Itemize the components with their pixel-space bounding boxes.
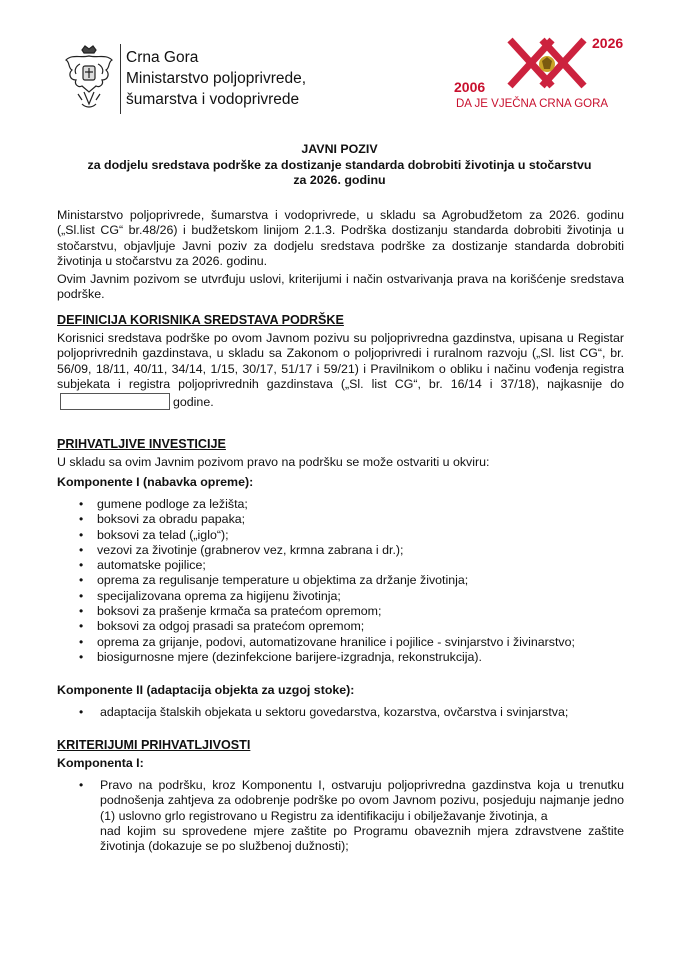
jubilee-year-start: 2006 xyxy=(454,79,486,95)
list-item: • boksovi za prašenje krmača sa pratećom opremom; xyxy=(57,604,624,619)
header-divider xyxy=(120,44,121,114)
ministry-name xyxy=(126,47,306,110)
komponenta2-list xyxy=(57,705,624,720)
section-heading-definicija: DEFINICIJA KORISNIKA SREDSTAVA PODRŠKE xyxy=(57,313,344,327)
intro-paragraph-1: Ministarstvo poljoprivrede, šumarstva i vodoprivrede, u skladu sa Agrobudžetom za 2026. godinu („Sl.list CG“ br.48/26) i budžetskom linijom 2.1.3. Podrška dostizanju standarda dobrobiti životinja u stočarstvu, objavljuje Javni poziv za dodjelu sredstava podrške za dostizanje standarda dobrobiti životinja u stočarstvu za 2026. godinu. xyxy=(57,208,624,269)
list-item: • specijalizovana oprema za higijenu životinja; xyxy=(57,589,624,604)
definicija-text-after: godine. xyxy=(173,394,214,409)
document-title xyxy=(55,142,624,189)
list-item xyxy=(57,778,624,854)
list-item: • boksovi za obradu papaka; xyxy=(57,512,624,527)
kriterijum-text-2: nad kojim su sprovedene mjere zaštite po Programu obaveznih mjera zdravstvene zaštite životinja (dokazuje se po službenoj dužnosti); xyxy=(100,823,624,854)
ministry-line-country: Crna Gora xyxy=(126,49,199,66)
list-item: • oprema za grijanje, podovi, automatizovane hranilice i pojilice - svinjarstvo i živinarstvo; xyxy=(57,635,624,650)
list-item: • oprema za regulisanje temperature u objektima za držanje životinja; xyxy=(57,573,624,588)
section-heading-kriterijumi: KRITERIJUMI PRIHVATLJIVOSTI xyxy=(57,738,251,752)
kriterijum-text-1: Pravo na podršku, kroz Komponentu I, ostvaruju poljoprivredna gazdinstva koja u trenutku podnošenja zahtjeva za odobrenje podrške po ovom Javnom pozivu, posjeduju najmanje jedno (1) uslovno grlo registrovano u Registru za identifikaciju i obilježavanje životinja, a xyxy=(100,778,624,823)
deadline-date-field[interactable] xyxy=(60,393,170,410)
title-line-1: JAVNI POZIV xyxy=(301,142,378,156)
section-heading-investicije: PRIHVATLJIVE INVESTICIJE xyxy=(57,437,226,451)
list-item: • gumene podloge za ležišta; xyxy=(57,497,624,512)
ministry-line-1: Ministarstvo poljoprivrede, xyxy=(126,70,307,87)
jubilee-year-end: 2026 xyxy=(592,35,624,51)
komponenta1-list xyxy=(57,497,624,665)
definicija-paragraph xyxy=(57,331,624,410)
list-item: • boksovi za odgoj prasadi sa pratećom opremom; xyxy=(57,619,624,634)
title-line-2: za dodjelu sredstava podrške za dostizanje standarda dobrobiti životinja u stočarstvu xyxy=(87,157,592,172)
list-item: • vezovi za životinje (grabnerov vez, krmna zabrana i dr.); xyxy=(57,543,624,558)
independence-jubilee-logo xyxy=(446,30,636,112)
montenegro-coat-of-arms-icon xyxy=(60,44,118,112)
kriterijumi-komponenta-title: Komponenta I: xyxy=(57,756,144,770)
definicija-text: Korisnici sredstava podrške po ovom Javnom pozivu su poljoprivredna gazdinstva, upisana u Registar poljoprivrednih gazdinstava, u skladu sa Zakonom o poljoprivredi i ruralnom razvoju („Sl. list CG“, br. 56/09, 18/11, 40/11, 34/14, 1/15, 30/17, 51/17 i 59/21) i Pravilnikom o obliku i načinu vođenja registra subjekata i registra poljoprivrednih gazdinstava („Sl. list CG“, br. 16/14 i 37/18), najkasnije do xyxy=(57,331,624,392)
jubilee-slogan: DA JE VJEČNA CRNA GORA xyxy=(456,98,609,110)
kriterijumi-list xyxy=(57,778,624,854)
list-item: • adaptacija štalskih objekata u sektoru govedarstva, kozarstva, ovčarstva i svinjarstva; xyxy=(57,705,624,720)
list-item: • boksovi za telad („iglo“); xyxy=(57,528,624,543)
list-item: • biosigurnosne mjere (dezinfekcione barijere-izgradnja, rekonstrukcija). xyxy=(57,650,624,665)
intro-paragraph-2: Ovim Javnim pozivom se utvrđuju uslovi, kriterijumi i način ostvarivanja prava na korišćenje sredstava podrške. xyxy=(57,272,624,302)
komponenta2-title: Komponente II (adaptacija objekta za uzgoj stoke): xyxy=(57,683,355,697)
komponenta1-title: Komponente I (nabavka opreme): xyxy=(57,475,254,489)
list-item: • automatske pojilice; xyxy=(57,558,624,573)
title-line-3: za 2026. godinu xyxy=(293,173,386,187)
investicije-intro: U skladu sa ovim Javnim pozivom pravo na podršku se može ostvariti u okviru: xyxy=(57,455,490,469)
ministry-line-2: šumarstva i vodoprivrede xyxy=(126,91,300,108)
